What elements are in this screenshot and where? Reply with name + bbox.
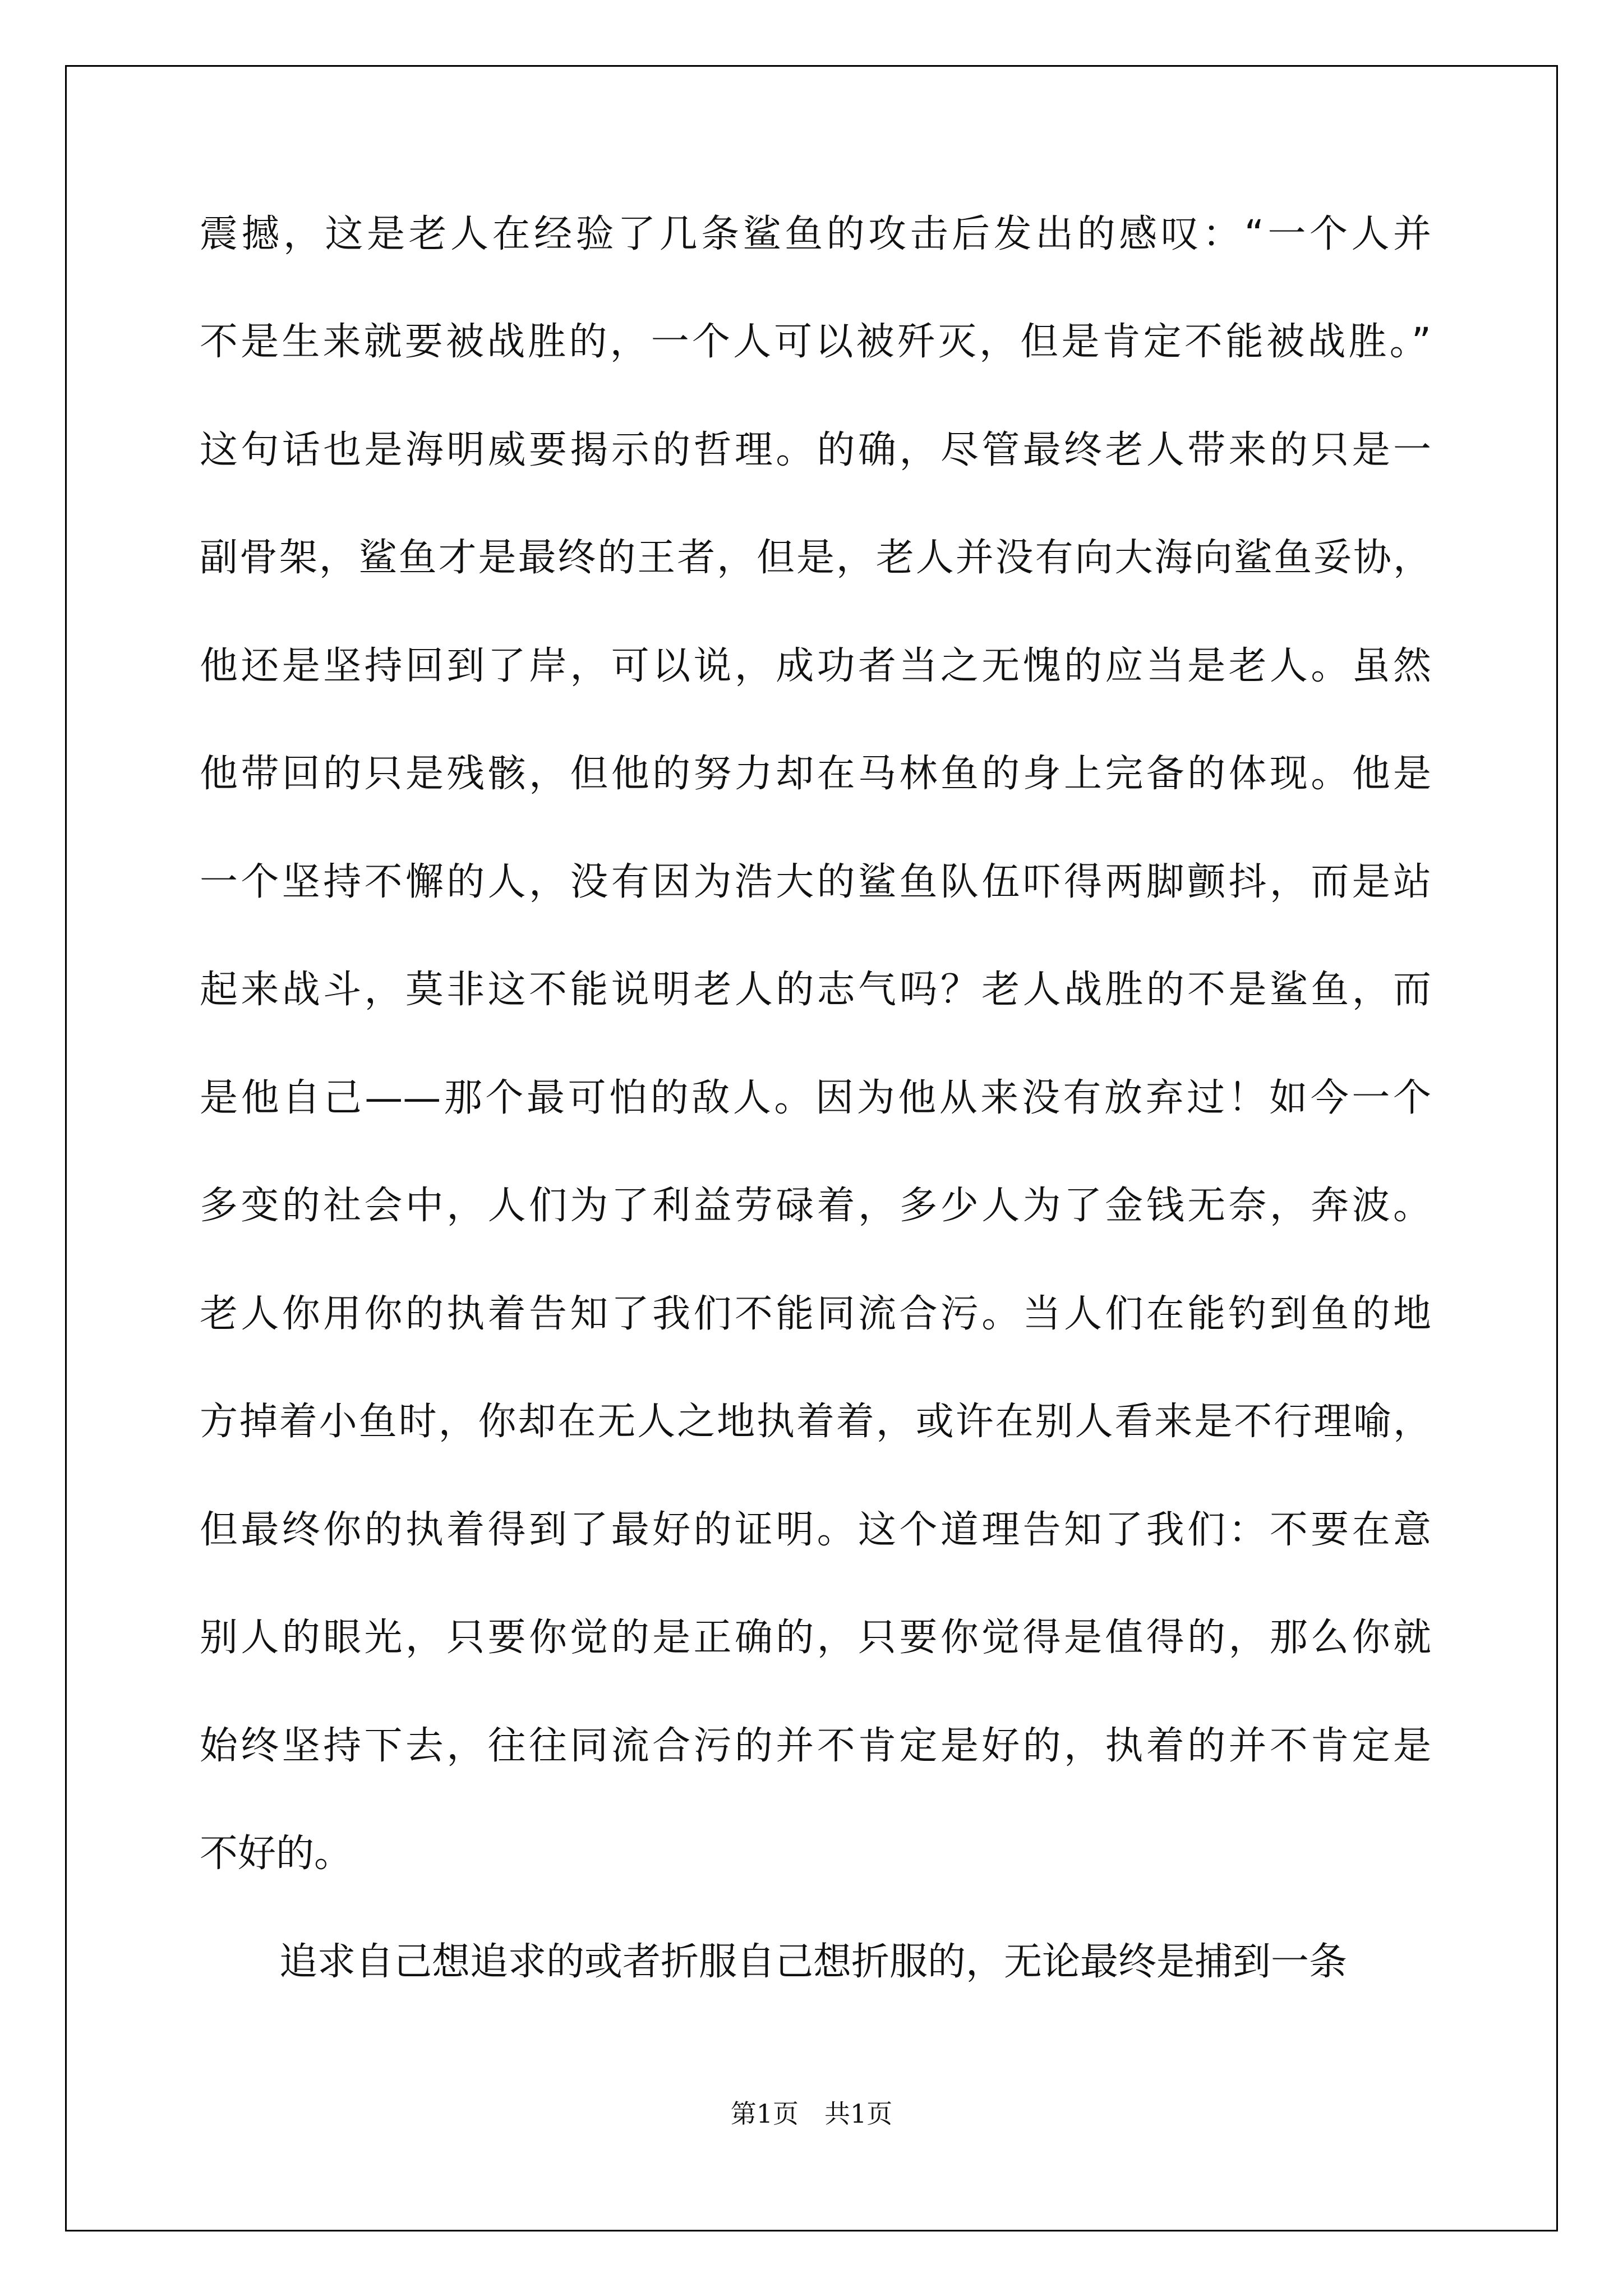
- page-footer: 第1页 共1页: [730, 2099, 893, 2129]
- text-line: 始终坚持下去，往往同流合污的并不肯定是好的，执着的并不肯定是: [200, 1724, 1431, 1768]
- text-line: 不是生来就要被战胜的，一个人可以被歼灭，但是肯定不能被战胜。”: [200, 320, 1431, 364]
- text-line: 别人的眼光，只要你觉的是正确的，只要你觉得是值得的，那么你就: [200, 1616, 1431, 1660]
- text-line: 副骨架，鲨鱼才是最终的王者，但是，老人并没有向大海向鲨鱼妥协，: [200, 536, 1431, 580]
- text-line: 多变的社会中，人们为了利益劳碌着，多少人为了金钱无奈，奔波。: [200, 1184, 1431, 1228]
- text-line: 他带回的只是残骸，但他的努力却在马林鱼的身上完备的体现。他是: [200, 752, 1431, 796]
- text-line: 但最终你的执着得到了最好的证明。这个道理告知了我们：不要在意: [200, 1508, 1431, 1552]
- paragraph-start-line: 追求自己想追求的或者折服自己想折服的，无论最终是捕到一条: [279, 1940, 1348, 1984]
- text-line: 他还是坚持回到了岸，可以说，成功者当之无愧的应当是老人。虽然: [200, 644, 1431, 688]
- text-line: 一个坚持不懈的人，没有因为浩大的鲨鱼队伍吓得两脚颤抖，而是站: [200, 860, 1431, 904]
- text-line: 起来战斗，莫非这不能说明老人的志气吗？老人战胜的不是鲨鱼，而: [200, 968, 1431, 1012]
- text-line: 这句话也是海明威要揭示的哲理。的确，尽管最终老人带来的只是一: [200, 428, 1431, 472]
- text-line: 不好的。: [200, 1832, 353, 1876]
- text-line: 方掉着小鱼时，你却在无人之地执着着，或许在别人看来是不行理喻，: [200, 1400, 1431, 1444]
- page-border: [65, 65, 1558, 2231]
- text-line: 震撼，这是老人在经验了几条鲨鱼的攻击后发出的感叹：“一个人并: [200, 212, 1431, 256]
- text-line: 是他自己——那个最可怕的敌人。因为他从来没有放弃过！如今一个: [200, 1076, 1431, 1120]
- text-line: 老人你用你的执着告知了我们不能同流合污。当人们在能钓到鱼的地: [200, 1292, 1431, 1336]
